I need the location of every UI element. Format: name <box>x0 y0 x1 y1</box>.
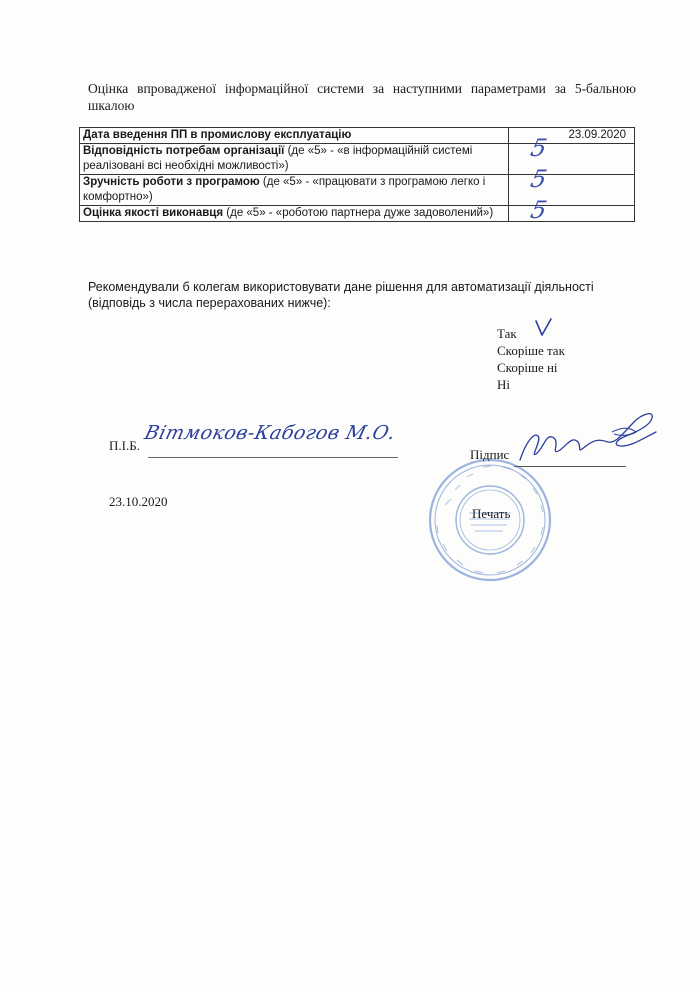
option-rather-yes <box>497 342 565 359</box>
table-cell-value: 23.09.2020 <box>509 128 635 144</box>
option-label: Ні <box>497 377 510 392</box>
option-yes <box>497 325 565 342</box>
handwritten-score: 5 <box>528 165 550 193</box>
signature-icon <box>516 402 666 467</box>
handwritten-score: 5 <box>528 134 550 162</box>
signature-underline <box>514 466 626 467</box>
row-label-bold: Оцінка якості виконавця <box>83 207 224 219</box>
intro-paragraph: Оцінка впровадженої інформаційної системи за наступними параметрами за 5-бальною шкалою <box>88 81 636 113</box>
table-row <box>80 175 635 206</box>
evaluation-table <box>79 127 635 222</box>
recommendation-question: Рекомендували б колегам використовувати дане рішення для автоматизації діяльності (відповідь з числа перерахованих нижче): <box>88 280 594 310</box>
table-row <box>80 206 635 222</box>
row-label-bold: Зручність роботи з програмою <box>83 176 260 188</box>
document-date: 23.10.2020 <box>109 494 168 509</box>
name-underline <box>148 457 398 458</box>
checkmark-icon <box>534 317 554 339</box>
row-label-bold: Дата введення ПП в промислову експлуатацію <box>83 129 352 141</box>
table-cell-score <box>509 165 635 206</box>
row-label-rest: (де «5» - «в інформаційній системі реалізовані всі необхідні можливості») <box>83 145 473 172</box>
table-cell-label <box>80 206 509 222</box>
handwritten-score: 5 <box>528 196 550 224</box>
table-cell-label <box>80 175 509 206</box>
table-row <box>80 144 635 175</box>
table-cell-label <box>80 144 509 175</box>
row-label-rest: (де «5» - «роботою партнера дуже задоволений») <box>223 207 494 219</box>
table-row <box>80 128 635 144</box>
option-label: Скоріше ні <box>497 360 558 375</box>
row-label-bold: Відповідність потребам організації <box>83 145 285 157</box>
table-cell-score <box>509 196 635 224</box>
table-cell-label <box>80 128 509 144</box>
row-label-rest: (де «5» - «працювати з програмою легко і комфортно») <box>83 176 486 203</box>
option-rather-no <box>497 359 565 376</box>
option-label: Так <box>497 326 517 341</box>
handwritten-name: Вітмоков-Кабогов М.О. <box>142 422 399 444</box>
option-no <box>497 376 565 393</box>
option-label: Скоріше так <box>497 343 565 358</box>
name-label: П.І.Б. <box>109 438 140 453</box>
signature-label: Підпис <box>470 447 510 462</box>
stamp-label: Печать <box>472 506 511 521</box>
answer-options <box>497 325 565 393</box>
